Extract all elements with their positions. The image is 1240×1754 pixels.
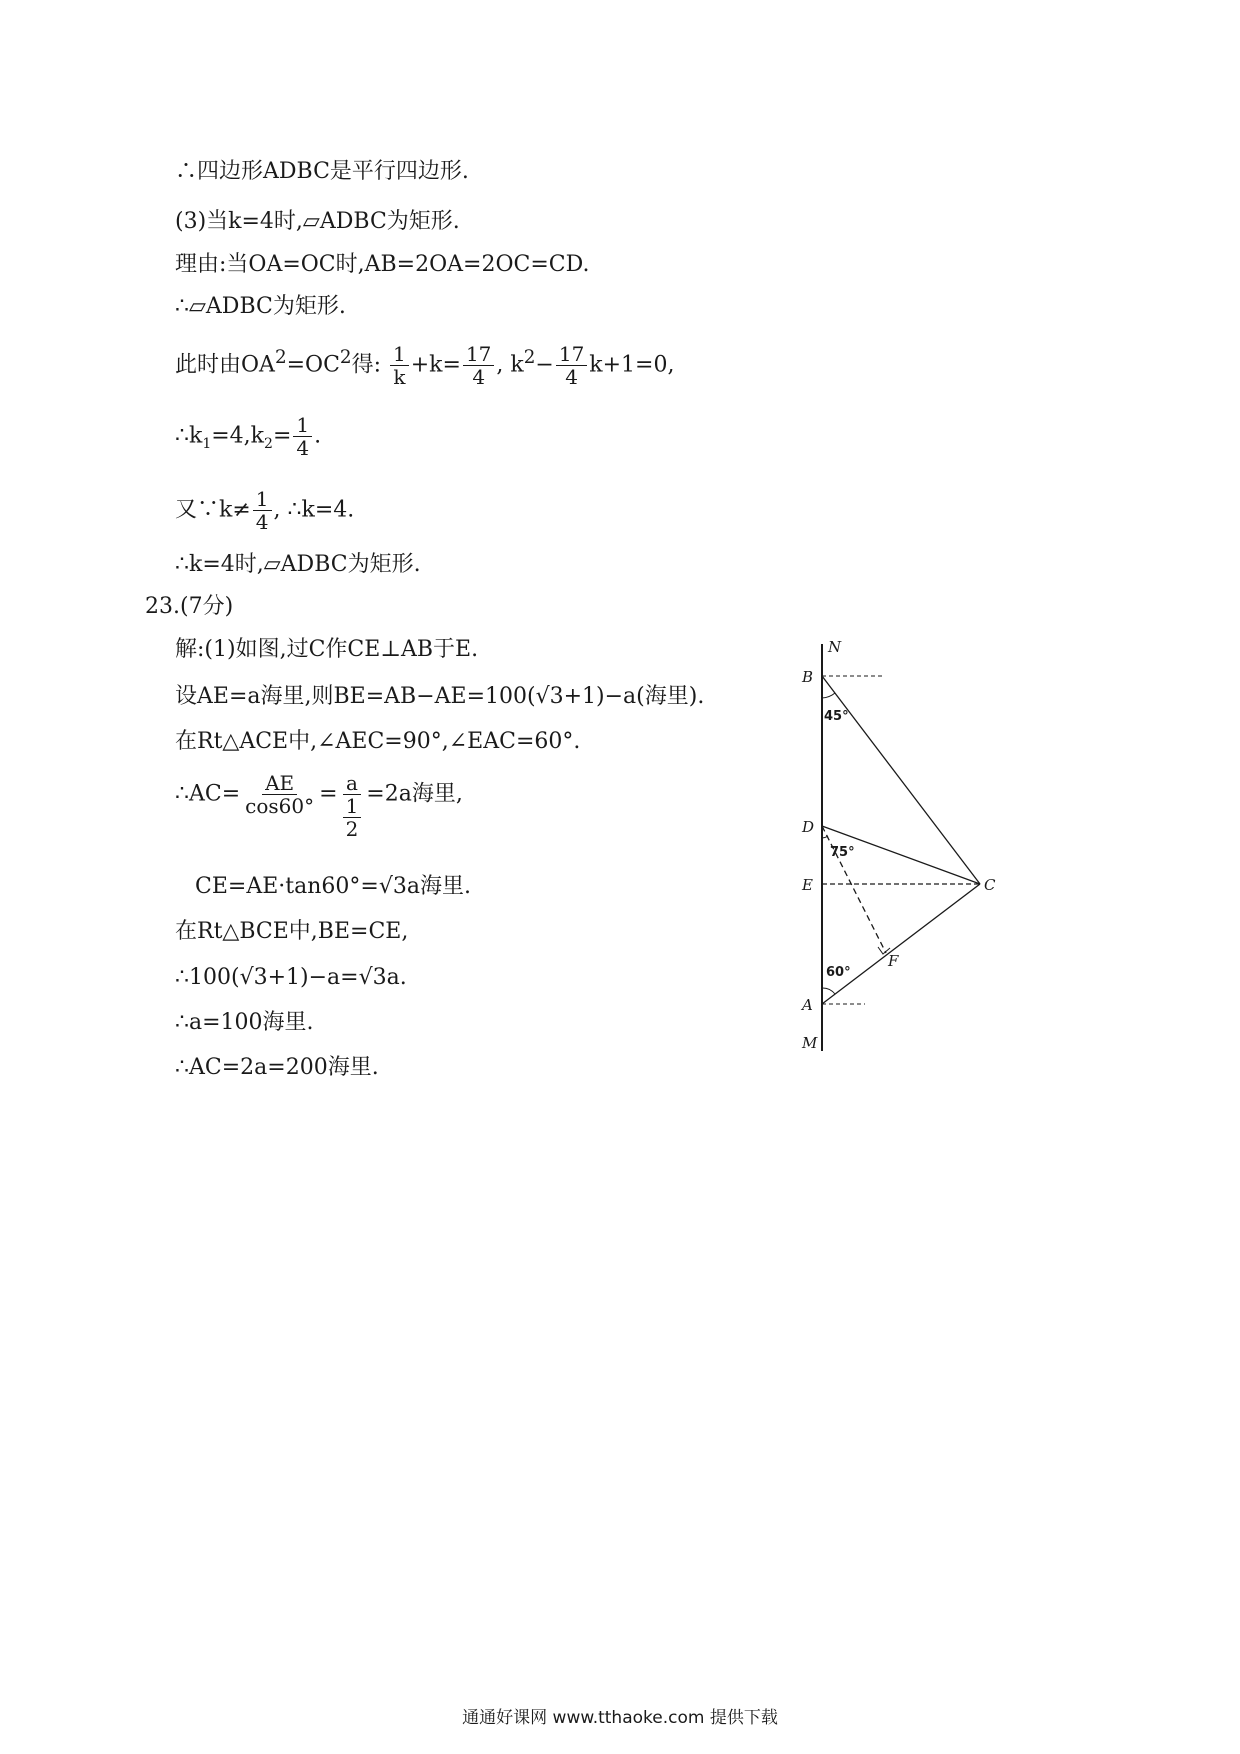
eq5-sup-1: 2 — [274, 347, 287, 369]
eq5-part-e: 得: — [351, 352, 382, 378]
label-a: A — [802, 996, 813, 1014]
frac-num: 1 — [253, 488, 272, 511]
text-line-5 — [175, 343, 674, 388]
frac-num: 17 — [463, 343, 494, 366]
solution-line-2: 设AE=a海里,则BE=AB−AE=100(√3+1)−a(海里). — [175, 684, 705, 709]
eq5-part-g: +k= — [410, 352, 461, 378]
eq6-part-e: = — [272, 423, 292, 449]
eq7-part-a: 又∵k≠ — [175, 497, 251, 523]
label-d: D — [802, 818, 815, 836]
frac-den: 4 — [472, 365, 486, 389]
fraction-17-over-4 — [463, 343, 494, 388]
angle-arc-a — [822, 988, 835, 994]
label-c: C — [984, 876, 996, 894]
eq-s4-part-b: = — [319, 781, 338, 807]
frac-den-inner-fraction — [340, 795, 365, 840]
text-line-6 — [175, 414, 321, 459]
frac-den: k — [393, 365, 406, 389]
angle-label-45: 45° — [824, 709, 849, 724]
fraction-1-over-4-b — [253, 488, 272, 533]
frac-den: 4 — [565, 365, 578, 389]
eq-s4-part-a: ∴AC= — [175, 781, 241, 807]
eq6-part-a: ∴k — [175, 423, 203, 449]
solution-line-8: ∴a=100海里. — [175, 1010, 314, 1035]
solution-line-9: ∴AC=2a=200海里. — [175, 1055, 379, 1080]
label-f: F — [888, 952, 899, 970]
text-line-2: (3)当k=4时,▱ADBC为矩形. — [175, 209, 460, 234]
eq5-part-c: =OC — [286, 352, 340, 378]
solution-line-4 — [175, 772, 463, 840]
frac-num: 1 — [293, 414, 312, 437]
angle-label-75: 75° — [830, 845, 855, 860]
eq6-sub-1: 1 — [202, 435, 212, 452]
solution-line-6: 在Rt△BCE中,BE=CE, — [175, 919, 409, 944]
eq5-part-k: k+1=0, — [589, 352, 675, 378]
frac-num: a — [343, 772, 361, 795]
eq7-part-b: , ∴k=4. — [273, 497, 355, 523]
frac-inner-den: 2 — [345, 817, 359, 841]
eq5-part-h: , k — [496, 352, 524, 378]
question-23-heading: 23.(7分) — [145, 594, 234, 619]
eq5-sup-2: 2 — [339, 347, 352, 369]
text-line-3: 理由:当OA=OC时,AB=2OA=2OC=CD. — [175, 252, 590, 277]
eq5-part-a: 此时由OA — [175, 352, 275, 378]
frac-num: AE — [262, 772, 297, 795]
text-line-8: ∴k=4时,▱ADBC为矩形. — [175, 552, 421, 577]
angle-label-60: 60° — [826, 965, 851, 980]
geometry-figure — [780, 636, 1010, 1056]
fraction-17-over-4-b — [556, 343, 587, 388]
eq-s4-part-c: =2a海里, — [366, 781, 463, 807]
label-m: M — [802, 1034, 818, 1052]
label-e: E — [802, 876, 813, 894]
fraction-ae-over-cos60 — [242, 772, 317, 817]
label-n: N — [828, 638, 842, 656]
fraction-1-over-k — [390, 343, 409, 388]
solution-line-7: ∴100(√3+1)−a=√3a. — [175, 965, 407, 990]
segment-a-c — [822, 884, 980, 1004]
text-line-4: ∴▱ADBC为矩形. — [175, 294, 346, 319]
eq6-sub-2: 2 — [264, 435, 273, 452]
eq5-part-j: − — [535, 352, 554, 378]
text-line-1: ∴四边形ADBC是平行四边形. — [175, 159, 469, 184]
eq6-part-g: . — [314, 423, 322, 449]
frac-den: 4 — [296, 436, 310, 460]
solution-line-5: CE=AE·tan60°=√3a海里. — [195, 874, 471, 899]
frac-num: 1 — [390, 343, 409, 366]
frac-den: cos60° — [245, 794, 315, 818]
eq5-sup-3: 2 — [523, 347, 536, 369]
angle-arc-b — [822, 693, 835, 698]
footer-source-credit: 通通好课网 www.tthaoke.com 提供下载 — [462, 1708, 778, 1728]
frac-inner-num: 1 — [343, 795, 362, 818]
frac-num: 17 — [556, 343, 587, 366]
text-line-7 — [175, 488, 354, 533]
frac-den: 4 — [255, 510, 269, 534]
fraction-1-over-4 — [293, 414, 312, 459]
label-b: B — [802, 668, 814, 686]
solution-line-1: 解:(1)如图,过C作CE⊥AB于E. — [175, 637, 479, 662]
eq6-part-c: =4,k — [211, 423, 265, 449]
fraction-a-over-half — [340, 772, 365, 840]
solution-line-3: 在Rt△ACE中,∠AEC=90°,∠EAC=60°. — [175, 729, 581, 754]
